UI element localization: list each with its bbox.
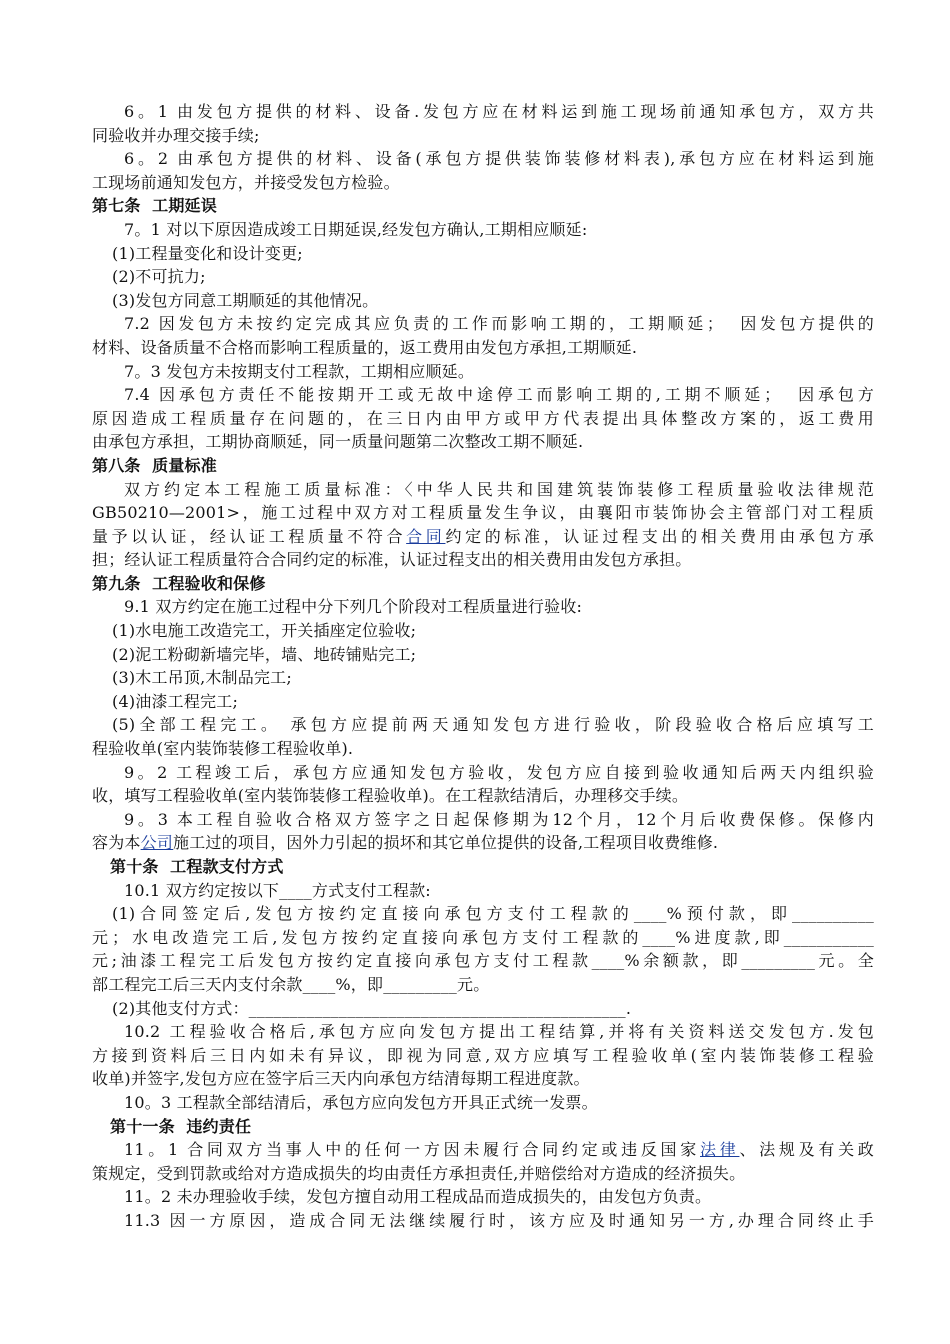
line-text: 容为本: [92, 833, 141, 853]
text-line: [92, 100, 874, 124]
line-text: 第十一条 违约责任: [110, 1116, 252, 1136]
line-text: 9。2 工程竣工后，承包方应通知发包方验收，发包方应自接到验收通知后两天内组织验: [124, 762, 874, 782]
text-line: [92, 548, 874, 572]
text-line: [92, 1185, 874, 1209]
line-text: 由承包方承担，工期协商顺延，同一质量问题第二次整改工期不顺延.: [92, 432, 584, 452]
line-text: 、法规及有关政: [739, 1140, 874, 1160]
text-line: [92, 595, 874, 619]
line-text: 材料、设备质量不合格而影响工程质量的，返工费用由发包方承担,工期顺延.: [92, 337, 638, 357]
text-line: [92, 761, 874, 785]
section-heading: [92, 454, 874, 478]
line-text: 工现场前通知发包方，并接受发包方检验。: [92, 172, 400, 192]
line-text: (3)木工吊顶,木制品完工;: [112, 668, 292, 688]
line-text: 收，填写工程验收单(室内装饰装修工程验收单)。在工程款结清后，办理移交手续。: [92, 786, 689, 806]
text-line: [92, 171, 874, 195]
section-heading: [92, 1115, 874, 1139]
line-text: 9。3 本工程自验收合格双方签字之日起保修期为12个月，12个月后收费保修。保修内: [124, 809, 874, 829]
text-line: [92, 336, 874, 360]
text-line: [92, 312, 874, 336]
line-text: 6。1 由发包方提供的材料、设备.发包方应在材料运到施工现场前通知承包方，双方共: [124, 102, 874, 121]
line-text: 策规定，受到罚款或给对方造成损失的均由责任方承担责任,并赔偿给对方造成的经济损失。: [92, 1163, 746, 1183]
line-text: 同验收并办理交接手续;: [92, 125, 260, 145]
line-text: (1)合同签定后,发包方按约定直接向承包方支付工程款的____%预付款，即__________: [112, 904, 874, 924]
text-line: [92, 808, 874, 832]
line-text: 部工程完工后三天内支付余款____%，即_________元。: [92, 974, 490, 994]
text-line: [92, 1091, 874, 1115]
inline-link[interactable]: 法律: [700, 1140, 740, 1160]
text-line: [92, 831, 874, 855]
text-line: [92, 1162, 874, 1186]
line-text: (3)发包方同意工期顺延的其他情况。: [112, 290, 379, 310]
text-line: [92, 124, 874, 148]
text-line: [92, 973, 874, 997]
line-text: 7.2 因发包方未按约定完成其应负责的工作而影响工期的，工期顺延； 因发包方提供的: [124, 314, 874, 334]
text-line: [92, 666, 874, 690]
line-text: 7。1 对以下原因造成竣工日期延误,经发包方确认,工期相应顺延:: [124, 219, 588, 239]
line-text: 第八条 质量标准: [92, 455, 217, 475]
text-line: [92, 218, 874, 242]
text-line: [92, 147, 874, 171]
line-text: (2)不可抗力;: [112, 267, 206, 287]
text-line: [92, 737, 874, 761]
line-text: 双方约定本工程施工质量标准：〈中华人民共和国建筑装饰装修工程质量验收法律规范: [124, 479, 874, 499]
line-text: 10。3 工程款全部结清后，承包方应向发包方开具正式统一发票。: [124, 1092, 598, 1112]
line-text: 约定的标准，认证过程支出的相关费用由承包方承: [445, 526, 874, 546]
section-heading: [92, 194, 874, 218]
line-text: 10.1 双方约定按以下____方式支付工程款:: [124, 880, 431, 900]
text-line: [92, 265, 874, 289]
line-text: (2)其他支付方式：______________________________________________.: [112, 998, 632, 1018]
line-text: 10.2 工程验收合格后,承包方应向发包方提出工程结算,并将有关资料送交发包方.发包: [124, 1022, 874, 1042]
text-line: [92, 619, 874, 643]
text-line: [92, 478, 874, 502]
line-text: 6。2 由承包方提供的材料、设备(承包方提供装饰装修材料表),承包方应在材料运到施: [124, 149, 874, 169]
text-line: [92, 407, 874, 431]
text-line: [92, 902, 874, 926]
text-line: [92, 289, 874, 313]
line-text: 9.1 双方约定在施工过程中分下列几个阶段对工程质量进行验收:: [124, 597, 583, 617]
text-line: [92, 1020, 874, 1044]
line-text: 11.3 因一方原因，造成合同无法继续履行时，该方应及时通知另一方,办理合同终止手: [124, 1210, 874, 1230]
document-body: [92, 100, 874, 1233]
line-text: 方接到资料后三日内如未有异议，即视为同意,双方应填写工程验收单(室内装饰装修工程验: [92, 1045, 874, 1065]
text-line: [92, 643, 874, 667]
text-line: [92, 926, 874, 950]
text-line: [92, 1209, 874, 1233]
text-line: [92, 501, 874, 525]
line-text: 11。1 合同双方当事人中的任何一方因未履行合同约定或违反国家: [124, 1140, 700, 1160]
text-line: [92, 1067, 874, 1091]
line-text: (5)全部工程完工。 承包方应提前两天通知发包方进行验收，阶段验收合格后应填写工: [112, 715, 874, 735]
line-text: (2)泥工粉砌新墙完毕，墙、地砖铺贴完工;: [112, 644, 417, 664]
line-text: 收单)并签字,发包方应在签字后三天内向承包方结清每期工程进度款。: [92, 1069, 590, 1089]
line-text: (4)油漆工程完工;: [112, 691, 239, 711]
text-line: [92, 242, 874, 266]
text-line: [92, 1138, 874, 1162]
section-heading: [92, 572, 874, 596]
line-text: 7.4 因承包方责任不能按期开工或无故中途停工而影响工期的,工期不顺延； 因承包方: [124, 385, 874, 405]
line-text: 第九条 工程验收和保修: [92, 573, 266, 593]
line-text: 程验收单(室内装饰装修工程验收单).: [92, 739, 354, 759]
line-text: (1)水电施工改造完工，开关插座定位验收;: [112, 621, 417, 641]
line-text: (1)工程量变化和设计变更;: [112, 243, 303, 263]
line-text: 担；经认证工程质量符合合同约定的标准，认证过程支出的相关费用由发包方承担。: [92, 550, 692, 570]
line-text: 量予以认证，经认证工程质量不符合: [92, 526, 407, 546]
line-text: 7。3 发包方未按期支付工程款，工期相应顺延。: [124, 361, 475, 381]
text-line: [92, 430, 874, 454]
line-text: 元；水电改造完工后,发包方按约定直接向承包方支付工程款的____%进度款,即___________: [92, 927, 874, 947]
inline-link[interactable]: 合同: [406, 526, 446, 546]
line-text: 11。2 未办理验收手续，发包方擅自动用工程成品而造成损失的，由发包方负责。: [124, 1187, 712, 1207]
text-line: [92, 784, 874, 808]
text-line: [92, 713, 874, 737]
line-text: 第十条 工程款支付方式: [110, 857, 284, 876]
text-line: [92, 690, 874, 714]
inline-link[interactable]: 公司: [140, 833, 174, 853]
text-line: [92, 1044, 874, 1068]
text-line: [92, 525, 874, 549]
text-line: [92, 949, 874, 973]
line-text: 施工过的项目，因外力引起的损坏和其它单位提供的设备,工程项目收费维修.: [173, 833, 719, 853]
section-heading: [92, 855, 874, 879]
line-text: GB50210—2001>，施工过程中双方对工程质量发生争议，由襄阳市装饰协会主管部门对工程质: [92, 503, 874, 523]
text-line: [92, 997, 874, 1021]
line-text: 元;油漆工程完工后发包方按约定直接向承包方支付工程款____%余额款，即_________元。全: [92, 951, 874, 971]
text-line: [92, 383, 874, 407]
text-line: [92, 879, 874, 903]
text-line: [92, 360, 874, 384]
line-text: 原因造成工程质量存在问题的，在三日内由甲方或甲方代表提出具体整改方案的，返工费用: [92, 408, 874, 428]
line-text: 第七条 工期延误: [92, 196, 217, 216]
